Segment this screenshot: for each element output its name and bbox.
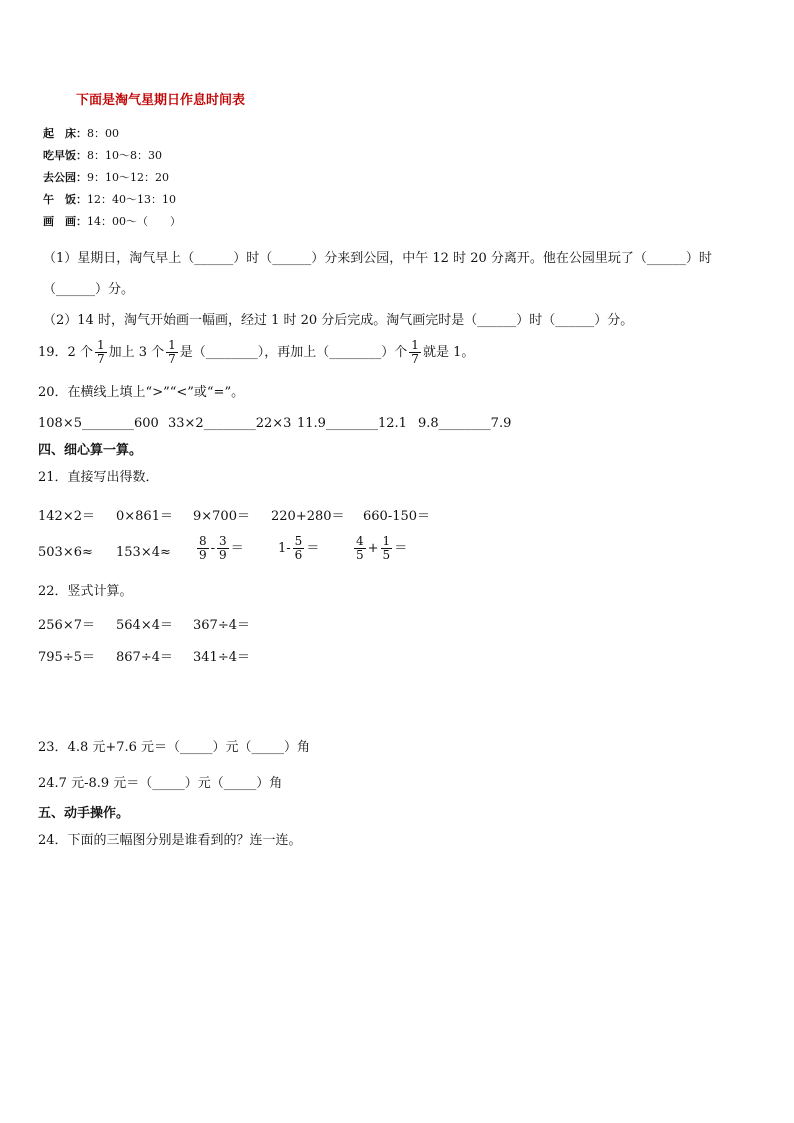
schedule-row-breakfast — [43, 148, 162, 164]
schedule-label: 去公园： — [43, 171, 87, 184]
q21-item: 220+280＝ — [271, 509, 345, 524]
q20-items — [38, 416, 758, 432]
q22-item: 256×7＝ — [38, 618, 95, 633]
operator: - — [210, 541, 216, 556]
equals: ＝ — [394, 541, 408, 556]
frac-den: 6 — [294, 548, 303, 562]
question-2: （2）14 时，淘气开始画一幅画，经过 1 时 20 分后完成。淘气画完时是（______）时（______）分。 — [43, 313, 634, 328]
schedule-label: 起 床： — [43, 127, 87, 140]
question-22: 22．竖式计算。 — [38, 584, 133, 599]
schedule-value: 8：10～8：30 — [87, 149, 162, 162]
q22-item: 564×4＝ — [116, 618, 173, 633]
q21-item: 142×2＝ — [38, 509, 95, 524]
fraction-one-seventh — [95, 339, 107, 366]
question-20: 20．在横线上填上“>”“<”或“=”。 — [38, 385, 245, 400]
q21-item: 660-150＝ — [363, 509, 431, 524]
q20-item: 11.9________12.1 — [297, 416, 407, 431]
schedule-value: 8：00 — [87, 127, 119, 140]
schedule-row-wake — [43, 126, 119, 142]
q19-mid1: 加上 3 个 — [108, 345, 165, 360]
schedule-label: 画 画： — [43, 215, 87, 228]
schedule-value: 14：00～（ ） — [87, 215, 181, 228]
schedule-row-draw — [43, 214, 181, 230]
q21-fraction-expr-1 — [195, 535, 244, 562]
schedule-row-lunch — [43, 192, 176, 208]
question-24b: 24．下面的三幅图分别是谁看到的？连一连。 — [38, 833, 302, 848]
frac-num: 4 — [356, 534, 364, 548]
q22-item: 341÷4＝ — [193, 650, 250, 665]
frac-num: 1 — [382, 534, 391, 548]
fraction-one-seventh — [409, 339, 421, 366]
q19-prefix: 19．2 个 — [38, 345, 93, 360]
question-1-line-1: （1）星期日，淘气早上（______）时（______）分来到公园，中午 12 时 20 分离开。他在公园里玩了（______）时 — [43, 251, 712, 266]
schedule-label: 午 饭： — [43, 193, 87, 206]
schedule-value: 9：10～12：20 — [87, 171, 169, 184]
question-21: 21．直接写出得数． — [38, 470, 159, 485]
q21-item: 0×861＝ — [116, 509, 173, 524]
q19-mid2: 是（________），再加上（________）个 — [179, 345, 408, 360]
section-5-heading: 五、动手操作。 — [38, 806, 130, 821]
q21-item: 9×700＝ — [193, 509, 250, 524]
q21-item: 153×4≈ — [116, 545, 171, 560]
frac-num: 1 — [168, 338, 176, 352]
q22-row-2 — [38, 646, 758, 665]
fraction — [197, 535, 209, 562]
schedule-row-park — [43, 170, 169, 186]
section-4-heading: 四、细心算一算。 — [38, 443, 143, 458]
q22-item: 367÷4＝ — [193, 618, 250, 633]
q21-row-2 — [38, 535, 758, 575]
fraction — [354, 535, 366, 562]
fraction-one-seventh — [166, 339, 178, 366]
q21-fraction-expr-2 — [278, 535, 319, 562]
equals: ＝ — [230, 541, 244, 556]
q22-item: 867÷4＝ — [116, 650, 173, 665]
frac-num: 1 — [411, 338, 419, 352]
q21-row-1 — [38, 505, 758, 524]
page-title: 下面是淘气星期日作息时间表 — [76, 93, 246, 108]
frac-num: 5 — [294, 534, 303, 548]
frac-den: 5 — [356, 548, 364, 562]
q22-item: 795÷5＝ — [38, 650, 95, 665]
frac-den: 9 — [199, 548, 207, 562]
fraction — [217, 535, 229, 562]
q20-item: 9.8________7.9 — [418, 416, 512, 431]
frac-den: 7 — [96, 352, 105, 366]
frac-num: 1 — [96, 338, 105, 352]
operator: + — [367, 541, 379, 556]
q20-item: 33×2________22×3 — [168, 416, 292, 431]
q20-item: 108×5________600 — [38, 416, 159, 431]
fraction — [381, 535, 393, 562]
frac-num: 3 — [219, 534, 227, 548]
equals: ＝ — [306, 541, 320, 556]
question-1-line-2: （______）分。 — [43, 282, 135, 297]
frac-den: 5 — [382, 548, 391, 562]
question-19 — [38, 339, 474, 366]
question-24a: 24.7 元-8.9 元＝（_____）元（_____）角 — [38, 776, 283, 791]
q21-fraction-expr-3 — [352, 535, 407, 562]
q21-item: 503×6≈ — [38, 545, 93, 560]
q22-row-1 — [38, 614, 758, 633]
frac-den: 7 — [411, 352, 419, 366]
fraction — [293, 535, 305, 562]
frac-num: 8 — [199, 534, 207, 548]
schedule-label: 吃早饭： — [43, 149, 87, 162]
q19-suffix: 就是 1。 — [422, 345, 475, 360]
schedule-value: 12：40～13：10 — [87, 193, 176, 206]
frac-den: 9 — [219, 548, 227, 562]
frac-den: 7 — [168, 352, 176, 366]
question-23: 23．4.8 元+7.6 元＝（_____）元（_____）角 — [38, 740, 311, 755]
prefix: 1- — [278, 541, 291, 556]
